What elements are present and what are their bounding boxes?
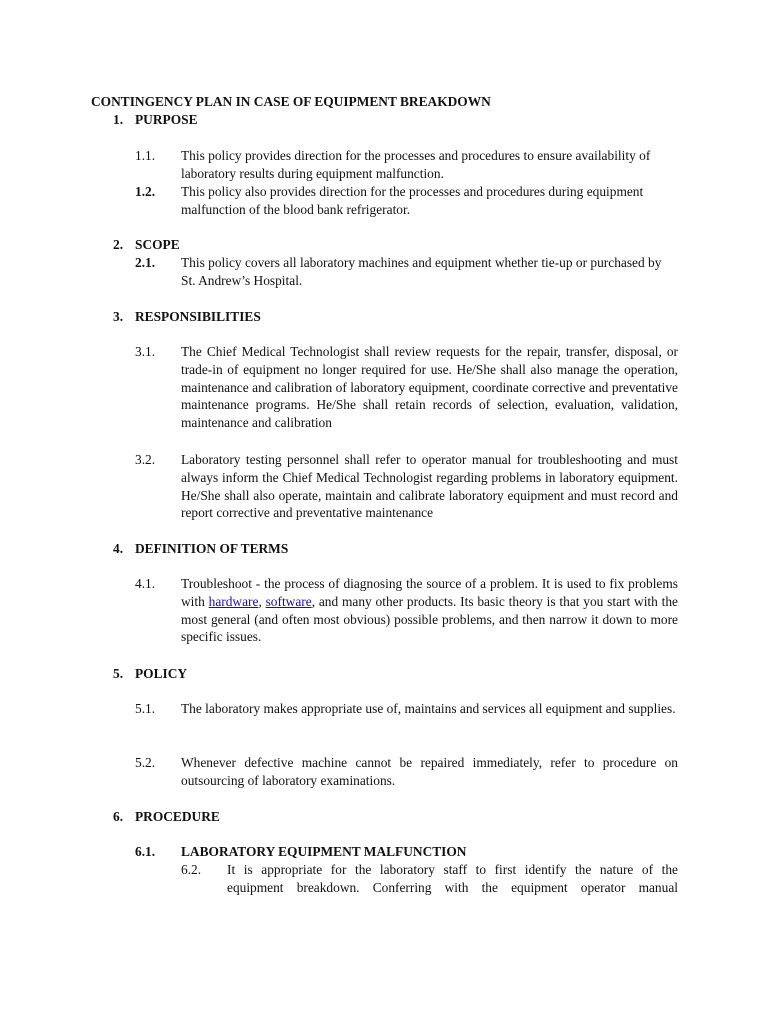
section-title: SCOPE — [135, 237, 180, 252]
section-title: PURPOSE — [135, 112, 198, 127]
item-number: 6.2. — [181, 862, 202, 877]
section-number: 1. — [113, 112, 124, 127]
item-text: The laboratory makes appropriate use of, maintains and services all equipment and supplies. — [181, 701, 676, 716]
item-number: 4.1. — [135, 576, 156, 591]
item-text: This policy provides direction for the processes and procedures to ensure availability of laboratory results during equipment malfunction. — [181, 148, 651, 181]
software-link[interactable]: software — [265, 593, 312, 609]
item-number: 1.2. — [135, 184, 156, 199]
section-number: 4. — [113, 541, 124, 556]
item-6-2 — [181, 861, 678, 897]
definition-text-end: , and many other products. Its basic theory is that you start with the most general (and often most obvious) possible problems, and then narrow it down to more specific issues. — [181, 593, 679, 645]
item-2-1 — [135, 254, 678, 290]
item-text: Laboratory testing personnel shall refer to operator manual for troubleshooting and must always inform the Chief Medical Technologist regarding problems in laboratory equipment. He/She shall also operate, maintain and calibrate laboratory equipment and must record and report corrective and preventative maintenance — [181, 452, 678, 521]
item-3-2 — [135, 451, 678, 522]
section-heading-responsibilities — [113, 308, 261, 326]
subsection-heading-6-1 — [135, 843, 466, 861]
item-3-1 — [135, 343, 678, 432]
section-title: DEFINITION OF TERMS — [135, 541, 289, 556]
item-number: 3.2. — [135, 452, 156, 467]
item-text — [181, 575, 678, 646]
item-4-1 — [135, 575, 678, 646]
item-number: 1.1. — [135, 148, 156, 163]
section-heading-procedure — [113, 808, 220, 826]
item-number: 5.2. — [135, 755, 156, 770]
section-title: RESPONSIBILITIES — [135, 309, 261, 324]
document-title: CONTINGENCY PLAN IN CASE OF EQUIPMENT BREAKDOWN — [91, 94, 491, 109]
item-text: This policy also provides direction for the processes and procedures during equipment malfunction of the blood bank refrigerator. — [181, 184, 644, 217]
item-number: 2.1. — [135, 255, 156, 270]
section-title: PROCEDURE — [135, 809, 220, 824]
hardware-link[interactable]: hardware — [208, 593, 259, 609]
section-number: 6. — [113, 809, 124, 824]
section-heading-scope — [113, 236, 180, 254]
subsection-number: 6.1. — [135, 844, 156, 859]
section-number: 5. — [113, 666, 124, 681]
item-number: 3.1. — [135, 344, 156, 359]
definition-separator: , — [258, 593, 266, 609]
item-1-1 — [135, 147, 678, 183]
definition-text-start: Troubleshoot - the process of diagnosing the source of a problem. It is used to fix problems with — [181, 576, 678, 609]
item-5-1 — [135, 700, 678, 718]
item-text-line: It is appropriate for the laboratory staff to first identify the nature of the — [227, 862, 678, 877]
item-number: 5.1. — [135, 701, 156, 716]
item-text-line: equipment breakdown. Conferring with the equipment operator manual — [227, 879, 678, 895]
item-5-2 — [135, 754, 678, 790]
item-text: This policy covers all laboratory machines and equipment whether tie-up or purchased by St. Andrew’s Hospital. — [181, 255, 662, 288]
subsection-title: LABORATORY EQUIPMENT MALFUNCTION — [181, 844, 467, 859]
section-heading-purpose — [113, 111, 198, 129]
section-title: POLICY — [135, 666, 188, 681]
section-number: 3. — [113, 309, 124, 324]
section-number: 2. — [113, 237, 124, 252]
section-heading-policy — [113, 665, 187, 683]
item-text: Whenever defective machine cannot be repaired immediately, refer to procedure on outsourcing of laboratory examinations. — [181, 755, 678, 788]
item-1-2 — [135, 183, 678, 219]
section-heading-definitions — [113, 540, 288, 558]
item-text — [227, 861, 678, 897]
item-text: The Chief Medical Technologist shall review requests for the repair, transfer, disposal, or trade-in of equipment no longer required for use. He/She shall also manage the operation, maintenance and calibration of laboratory equipment, coordinate corrective and preventative maintenance programs. He/She shall retain records of selection, evaluation, validation, maintenance and calibration — [181, 344, 678, 431]
